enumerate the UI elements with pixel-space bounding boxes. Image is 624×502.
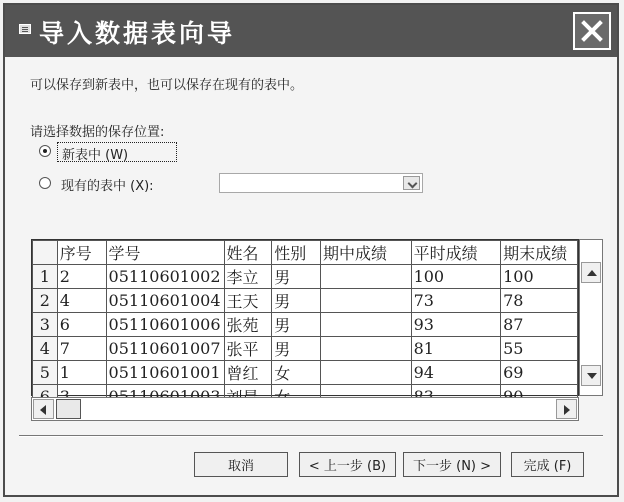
table-cell: 2 [57,265,106,289]
existing-table-radio[interactable] [39,177,51,189]
chevron-down-icon[interactable] [403,176,420,190]
next-button[interactable]: 下一步 (N) > [403,452,501,477]
table-cell: 100 [411,265,501,289]
table-cell: 73 [411,289,501,313]
table-cell [321,265,412,289]
horizontal-scrollbar[interactable] [31,397,579,421]
arrow-up-icon [587,270,597,276]
close-button[interactable] [573,12,611,50]
existing-table-label[interactable]: 现有的表中 (X): [61,179,154,194]
table-cell [321,361,412,385]
table-row[interactable] [33,313,578,337]
table-cell: 7 [57,337,106,361]
table-cell: 张平 [224,337,272,361]
row-number: 3 [33,313,58,337]
table-cell: 男 [272,337,321,361]
table-row[interactable] [33,289,578,313]
table-cell: 94 [411,361,501,385]
header-row [33,241,578,265]
scroll-right-button[interactable] [556,399,577,419]
window-title: 导入数据表向导 [39,19,236,48]
column-header[interactable]: 期末成绩 [501,241,578,265]
table-cell [321,289,412,313]
scroll-up-button[interactable] [581,262,601,283]
table-cell: 05110601002 [106,265,224,289]
location-prompt: 请选择数据的保存位置: [30,125,165,140]
table-row[interactable] [33,265,578,289]
column-header[interactable]: 平时成绩 [411,241,501,265]
table-cell: 1 [57,361,106,385]
table-cell: 曾红 [224,361,272,385]
horizontal-scroll-thumb[interactable] [56,399,81,419]
footer-divider [19,435,603,437]
arrow-left-icon [40,405,46,415]
table-cell: 李立 [224,265,272,289]
table-cell: 87 [501,313,578,337]
table-cell: 81 [411,337,501,361]
column-header[interactable]: 姓名 [224,241,272,265]
intro-text: 可以保存到新表中，也可以保存在现有的表中。 [30,78,304,93]
arrow-down-icon [587,373,597,379]
existing-table-select[interactable] [219,173,423,193]
wizard-content [5,57,617,497]
new-table-label[interactable]: 新表中 (W) [62,148,129,163]
arrow-right-icon [564,405,570,415]
scroll-down-button[interactable] [581,365,601,386]
table-cell: 女 [272,361,321,385]
table-row[interactable] [33,337,578,361]
window-icon [19,24,31,34]
column-header[interactable]: 序号 [57,241,106,265]
table-cell: 05110601001 [106,361,224,385]
table-cell: 张苑 [224,313,272,337]
vertical-scrollbar[interactable] [579,239,603,396]
table-cell: 100 [501,265,578,289]
row-number: 4 [33,337,58,361]
table-cell: 93 [411,313,501,337]
column-header[interactable]: 学号 [106,241,224,265]
import-table-wizard-window [3,3,619,497]
preview-table [32,240,578,409]
table-cell [321,313,412,337]
table-cell: 男 [272,313,321,337]
close-icon [580,19,604,43]
table-cell: 6 [57,313,106,337]
row-number: 5 [33,361,58,385]
table-cell: 男 [272,265,321,289]
row-number: 1 [33,265,58,289]
cancel-button[interactable]: 取消 [194,452,288,477]
scroll-left-button[interactable] [33,399,54,419]
table-cell: 05110601004 [106,289,224,313]
table-row[interactable] [33,361,578,385]
column-header[interactable]: 性别 [272,241,321,265]
table-cell: 男 [272,289,321,313]
table-cell: 05110601006 [106,313,224,337]
table-cell: 4 [57,289,106,313]
data-preview-grid[interactable] [31,239,579,396]
row-number: 2 [33,289,58,313]
finish-button[interactable]: 完成 (F) [511,452,584,477]
table-cell: 55 [501,337,578,361]
back-button[interactable]: < 上一步 (B) [299,452,396,477]
table-cell: 05110601007 [106,337,224,361]
column-header[interactable]: 期中成绩 [321,241,412,265]
corner-cell [33,241,58,265]
new-table-radio[interactable] [39,145,51,157]
table-cell: 78 [501,289,578,313]
title-bar [5,5,617,57]
table-cell: 69 [501,361,578,385]
table-cell [321,337,412,361]
table-cell: 王天 [224,289,272,313]
